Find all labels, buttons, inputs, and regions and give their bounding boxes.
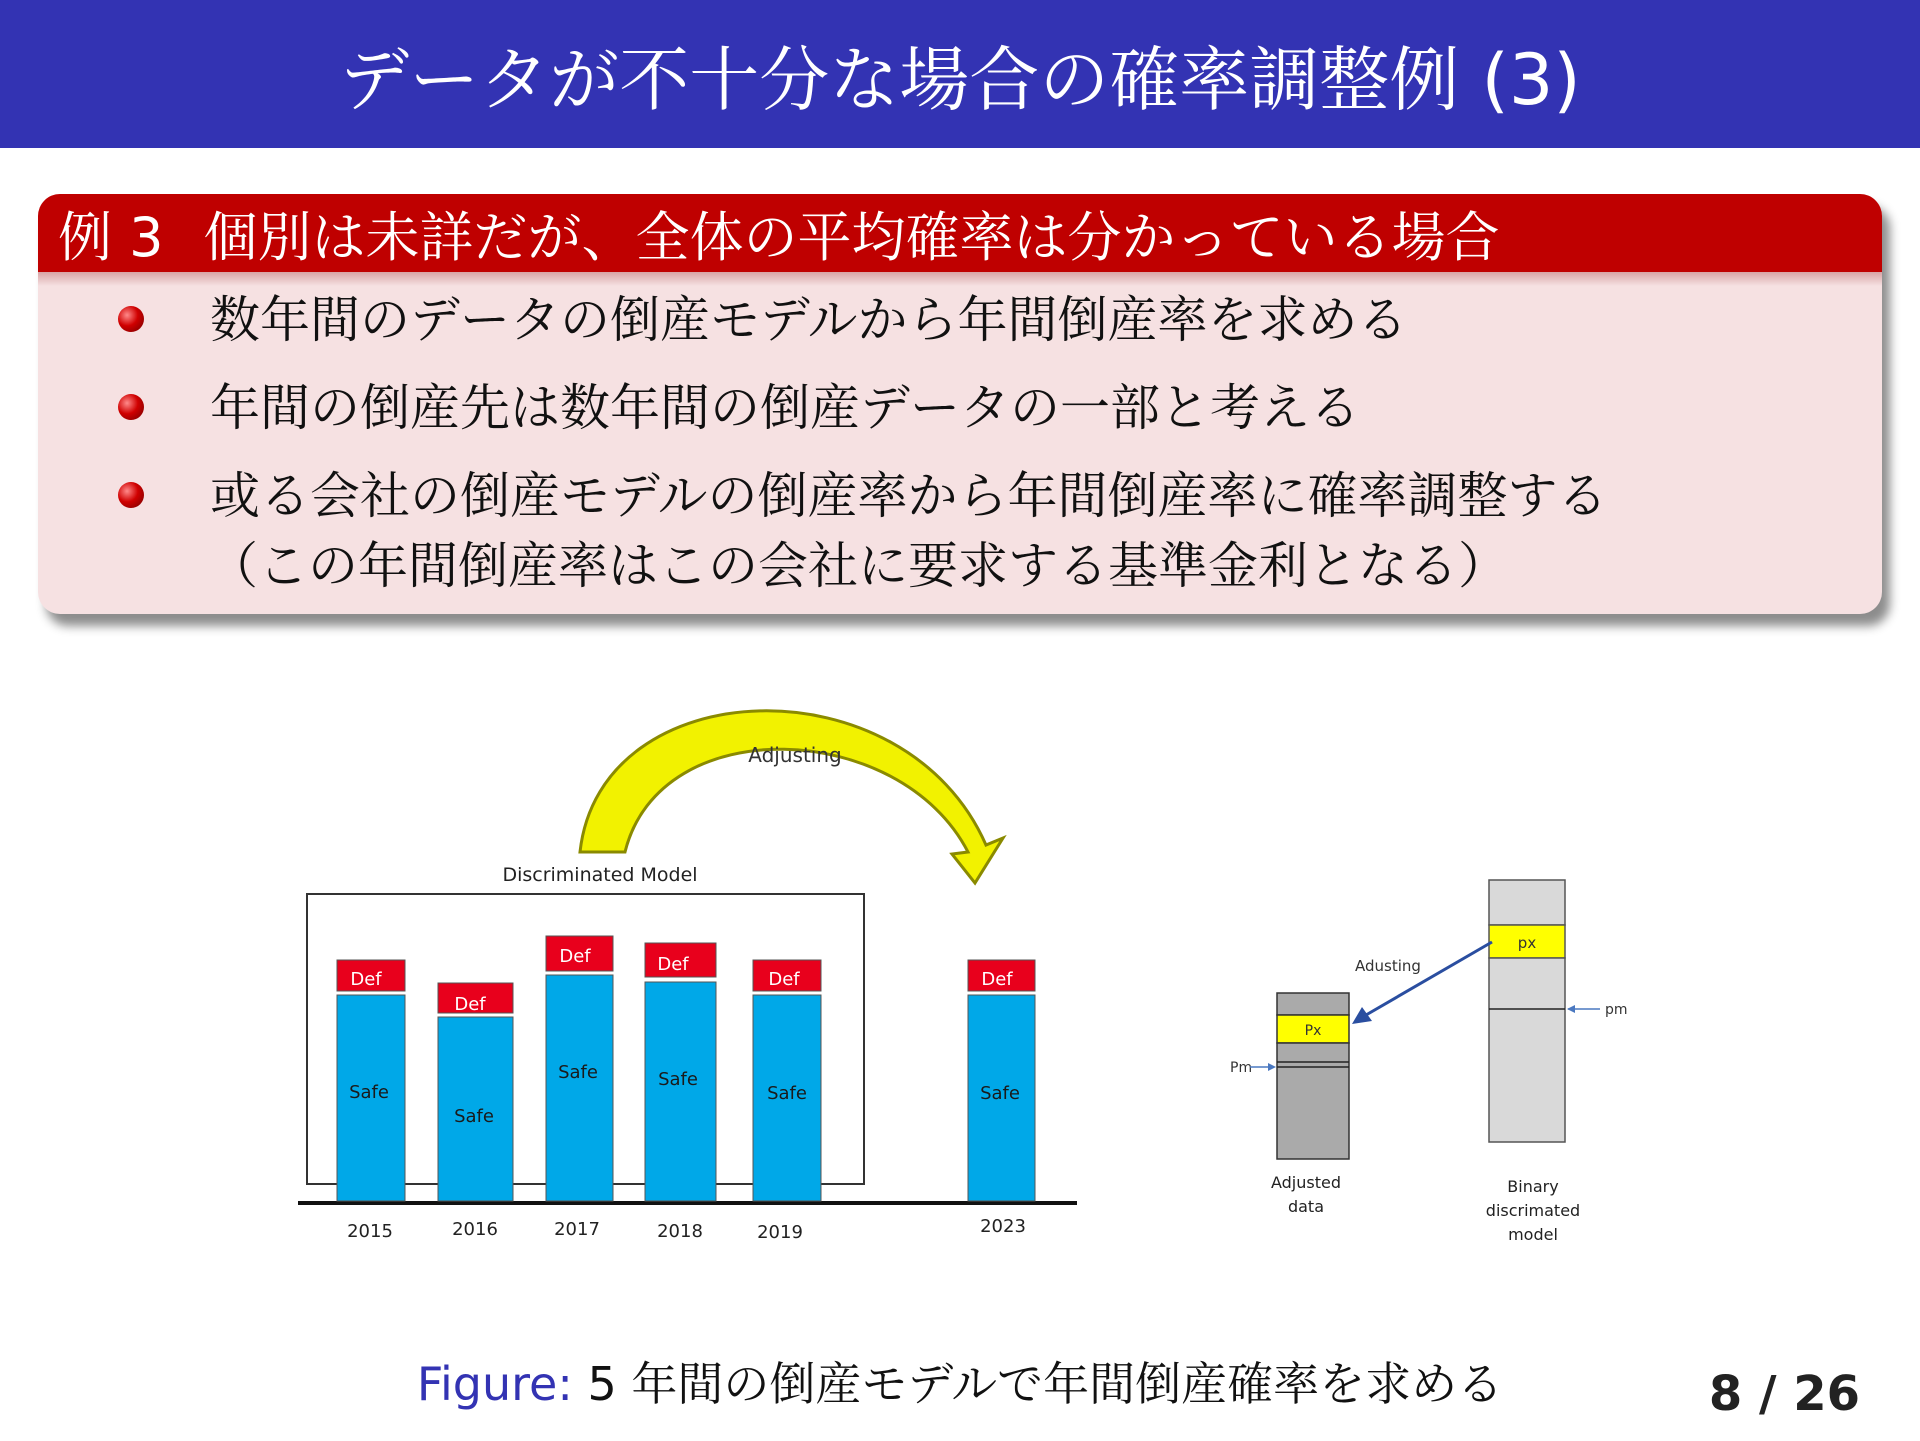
bar-2016 [438, 983, 513, 1240]
binary-model-column [1486, 880, 1628, 1244]
slide-title-bar [0, 0, 1920, 148]
safe-label: Safe [980, 1083, 1020, 1104]
bullet-ball-icon [118, 306, 144, 332]
safe-label: Safe [454, 1106, 494, 1127]
bullet-ball-icon [118, 394, 144, 420]
bullet-text: 数年間のデータの倒産モデルから年間倒産率を求める [210, 291, 1408, 349]
def-label: Def [454, 994, 486, 1015]
year-label: 2015 [347, 1221, 393, 1242]
binary-label-2: discrimated [1485, 1201, 1581, 1220]
example-heading: 個別は未詳だが、全体の平均確率は分かっている場合 [203, 205, 1500, 269]
px-tall-label: px [1517, 934, 1537, 952]
example-block [38, 194, 1882, 614]
example-block-header [38, 194, 1882, 272]
adjustment-figure [0, 680, 1920, 1280]
year-label: 2019 [757, 1222, 803, 1243]
bullet-text: 或る会社の倒産モデルの倒産率から年間倒産率に確率調整する [210, 467, 1608, 525]
bullet-text: 年間の倒産先は数年間の倒産データの一部と考える [210, 379, 1360, 437]
adjusted-bottom [1277, 1043, 1349, 1159]
year-label: 2016 [452, 1219, 498, 1240]
pm-left-arrowhead-icon [1268, 1063, 1276, 1071]
def-label: Def [559, 946, 591, 967]
adjusted-top [1277, 993, 1349, 1015]
binary-top [1489, 880, 1565, 925]
def-label: Def [350, 969, 382, 990]
bar-2019 [753, 960, 821, 1243]
figure-caption-label: Figure: [416, 1357, 573, 1411]
px-small-label: Px [1304, 1023, 1322, 1039]
figure-caption [0, 1348, 1920, 1414]
adjusting-arrow-icon [580, 711, 1003, 883]
pm-right-label: pm [1605, 1002, 1628, 1018]
bullet-ball-icon [118, 482, 144, 508]
def-label: Def [657, 954, 689, 975]
safe-label: Safe [558, 1062, 598, 1083]
adusting-label: Adusting [1355, 957, 1421, 975]
safe-segment [546, 975, 613, 1201]
adjusting-diagonal-arrowhead-icon [1352, 1007, 1372, 1024]
year-label: 2017 [554, 1219, 600, 1240]
safe-label: Safe [767, 1083, 807, 1104]
safe-segment [645, 982, 716, 1201]
pm-left-label: Pm [1230, 1060, 1253, 1076]
safe-label: Safe [349, 1082, 389, 1103]
binary-label-1: Binary [1507, 1177, 1559, 1196]
bar-2017 [546, 936, 613, 1240]
binary-label-3: model [1508, 1225, 1558, 1244]
bar-2018 [645, 943, 716, 1242]
year-label: 2023 [980, 1216, 1026, 1237]
figure-caption-text: 5 年間の倒産モデルで年間倒産確率を求める [587, 1357, 1504, 1411]
page-number: 8 / 26 [1708, 1366, 1860, 1422]
adjusted-data-column [1230, 993, 1349, 1216]
adjusted-label-2: data [1287, 1197, 1325, 1216]
arrow-label: Adjusting [748, 743, 842, 767]
pm-right-arrowhead-icon [1567, 1005, 1575, 1013]
year-label: 2018 [657, 1221, 703, 1242]
bar-2023 [968, 960, 1035, 1237]
example-label: 例 3 [58, 205, 164, 269]
bar-2015 [337, 960, 405, 1242]
binary-bottom [1489, 958, 1565, 1142]
def-label: Def [981, 969, 1013, 990]
box-title: Discriminated Model [502, 864, 698, 886]
adjusted-label-1: Adjusted [1270, 1173, 1342, 1192]
adjusting-diagonal-arrow-icon [1366, 942, 1492, 1015]
bullet-text-continued: （この年間倒産率はこの会社に要求する基準金利となる） [208, 537, 1508, 595]
safe-label: Safe [658, 1069, 698, 1090]
def-label: Def [768, 969, 800, 990]
slide-title: データが不十分な場合の確率調整例 (3) [339, 38, 1581, 121]
